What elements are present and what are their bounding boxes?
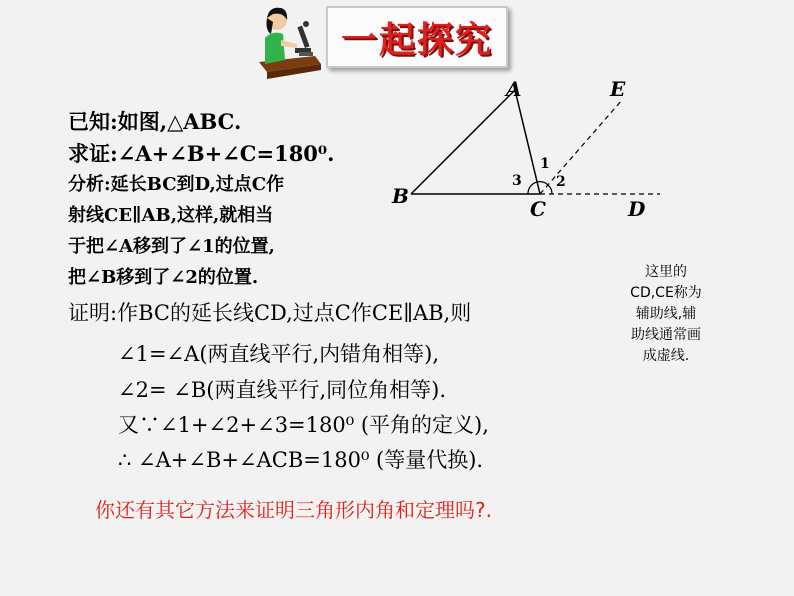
analysis-line-1: 分析:延长BC到D,过点C作 — [68, 174, 285, 195]
angle-arc-2 — [548, 185, 552, 194]
analysis-line-3: 于把∠A移到了∠1的位置, — [68, 236, 275, 257]
proof-step-3: 又∵∠1+∠2+∠3=180⁰ (平角的定义), — [118, 413, 489, 437]
title-banner — [326, 6, 508, 68]
note-line-1: 这里的 — [645, 264, 687, 280]
angle-label-3: 3 — [512, 173, 522, 189]
proof-intro: 证明:作BC的延长线CD,过点C作CE∥AB,则 — [68, 301, 472, 325]
note-line-2: CD,CE称为 — [630, 285, 702, 301]
ray-ce-dashed — [540, 100, 622, 194]
analysis-line-2: 射线CE∥AB,这样,就相当 — [68, 205, 274, 226]
label-e: E — [610, 77, 626, 101]
label-c: C — [530, 197, 546, 221]
note-line-3: 辅助线,辅 — [635, 306, 697, 322]
page-title: 一起探究 — [340, 19, 493, 61]
angle-label-2: 2 — [556, 174, 566, 190]
student-with-microscope-icon — [255, 0, 325, 90]
label-a: A — [506, 77, 522, 101]
angle-label-1: 1 — [540, 156, 550, 172]
proof-step-4: ∴ ∠A+∠B+∠ACB=180⁰ (等量代换). — [118, 448, 484, 472]
auxiliary-line-note — [612, 262, 720, 367]
discussion-question: 你还有其它方法来证明三角形内角和定理吗?. — [95, 498, 492, 522]
proof-step-2: ∠2= ∠B(两直线平行,同位角相等). — [118, 378, 446, 402]
given-statement: 已知:如图,△ABC. — [68, 109, 242, 134]
note-line-5: 成虚线. — [642, 348, 690, 364]
proof-step-1: ∠1=∠A(两直线平行,内错角相等), — [118, 342, 440, 366]
analysis-line-4: 把∠B移到了∠2的位置. — [68, 267, 259, 288]
note-line-4: 助线通常画 — [631, 327, 701, 343]
segment-ab — [411, 90, 515, 194]
prove-statement: 求证:∠A+∠B+∠C=180⁰. — [68, 141, 335, 166]
angle-arc-1 — [537, 182, 548, 185]
label-d: D — [628, 197, 646, 221]
label-b: B — [392, 184, 409, 208]
angle-arc-3 — [528, 182, 537, 194]
